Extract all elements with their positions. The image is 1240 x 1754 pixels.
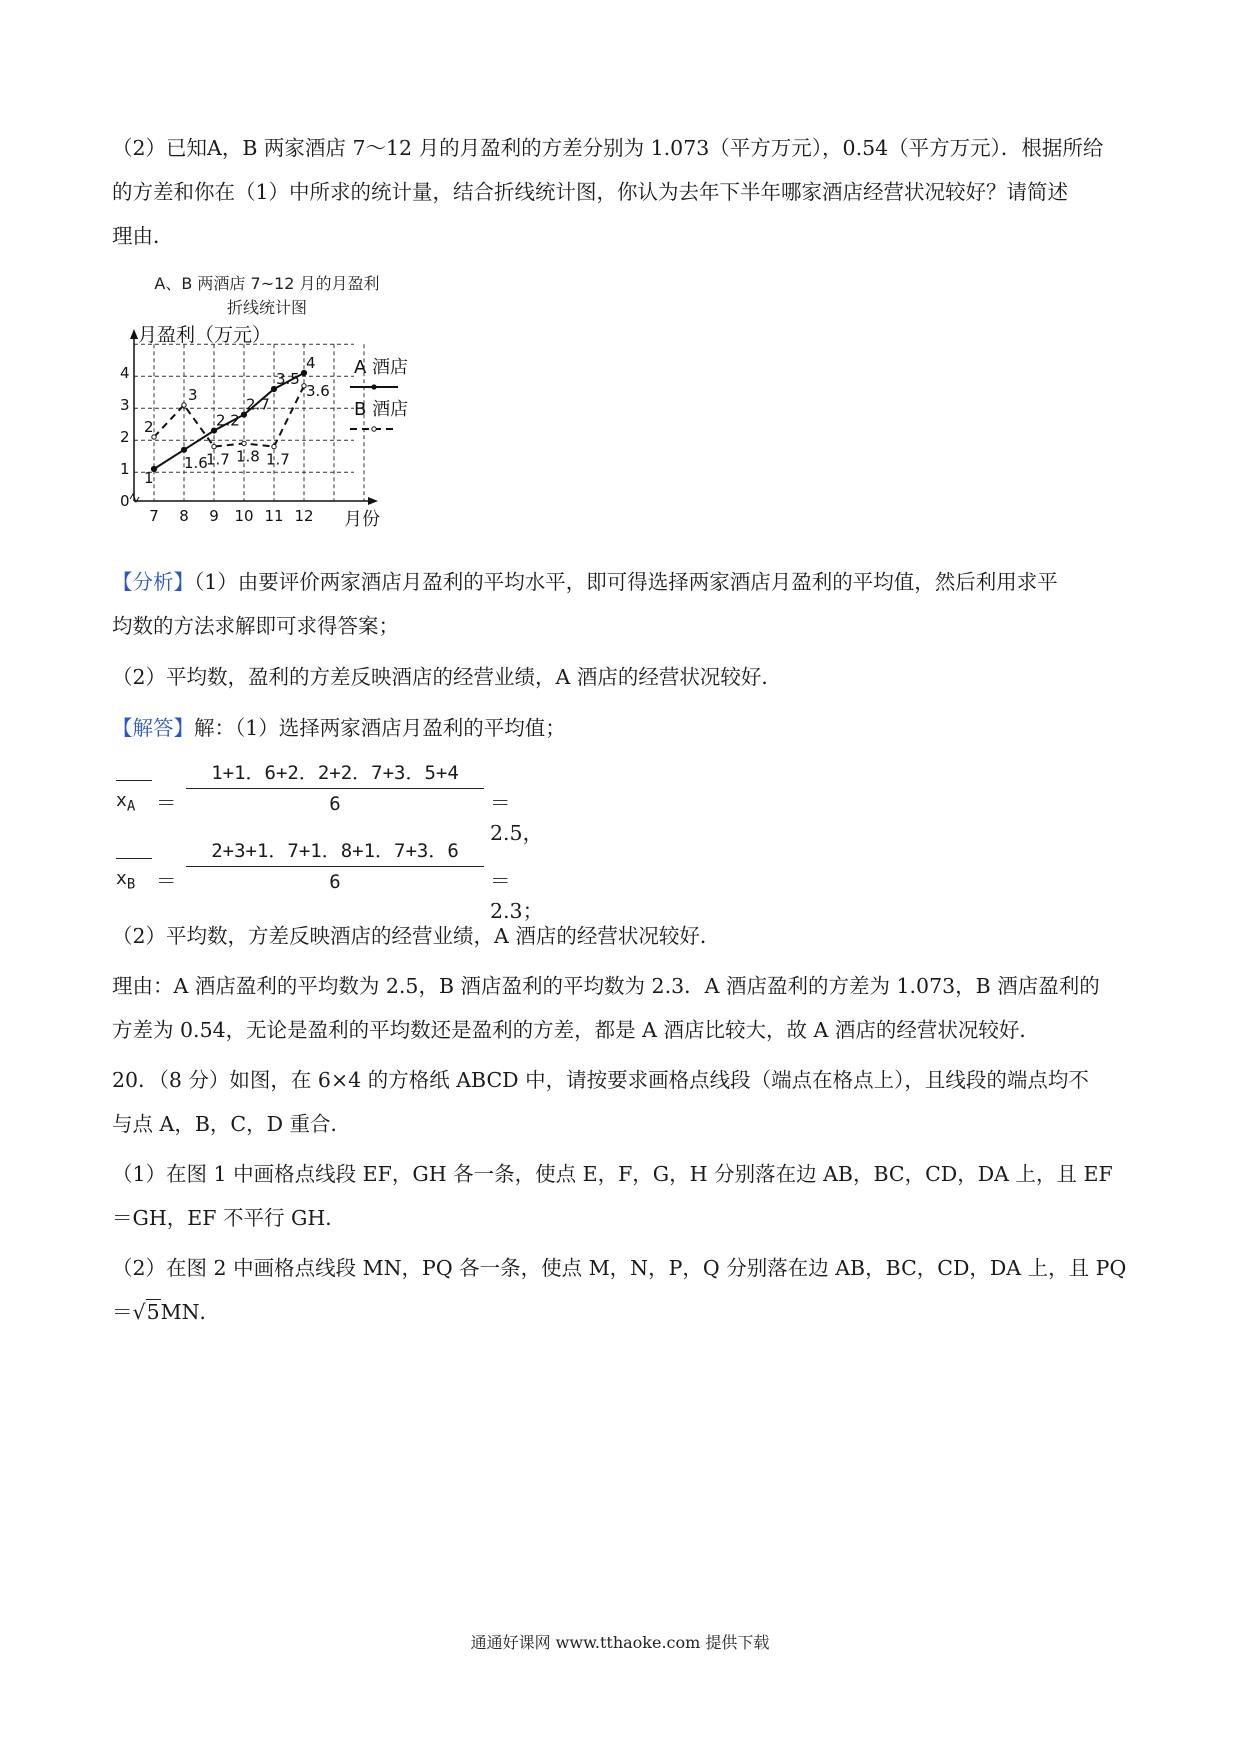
data-point-b <box>272 444 276 448</box>
denominator-b: 6 <box>329 871 341 893</box>
data-label-b: 1.7 <box>206 450 230 469</box>
data-label-a: 4 <box>306 354 316 372</box>
equals-prefix: ＝ <box>112 1300 133 1324</box>
analysis-text-1: （1）由要评价两家酒店月盈利的平均水平，即可得选择两家酒店月盈利的平均值，然后利用求平 <box>194 570 1058 594</box>
reason-line-1: 理由：A 酒店盈利的平均数为 2.5，B 酒店盈利的平均数为 2.3．A 酒店盈利的方差为 1.073，B 酒店盈利的 <box>112 974 1100 998</box>
denominator-a: 6 <box>329 793 341 815</box>
fraction-b <box>186 836 484 897</box>
question-20-part-1-line-2: ＝GH，EF 不平行 GH． <box>112 1206 346 1230</box>
equals-sign: ＝ <box>156 869 177 893</box>
sqrt-radicand: 5 <box>146 1300 160 1324</box>
y-tick-label: 3 <box>120 396 130 414</box>
numerator-a: 1+1．6+2．2+2．7+3．5+4 <box>211 762 459 784</box>
chart-subtitle: 折线统计图 <box>226 298 307 317</box>
y-axis-label: 月盈利（万元） <box>138 325 272 346</box>
x-tick-label: 11 <box>264 507 284 525</box>
page-footer: 通通好课网 www.tthaoke.com 提供下载 <box>470 1633 770 1652</box>
x-bar-a: $x_A$ <box>116 790 136 815</box>
result-a: ＝2.5， <box>490 791 544 845</box>
numerator-b: 2+3+1．7+1．8+1．7+3．6 <box>211 840 459 862</box>
mean-bar <box>116 780 152 781</box>
x-axis-label: 月份 <box>344 509 380 530</box>
x-tick-label: 7 <box>149 507 159 525</box>
answer-tag: 【解答】 <box>112 716 194 740</box>
data-point-b <box>212 444 216 448</box>
data-label-a: 2.2 <box>216 411 240 430</box>
y-tick-label: 2 <box>120 428 130 446</box>
x-tick-label: 12 <box>294 507 314 525</box>
mn-suffix: MN． <box>160 1300 221 1324</box>
x-tick-label: 8 <box>179 507 189 525</box>
data-label-b: 3.6 <box>306 381 330 400</box>
fraction-a <box>186 758 484 819</box>
x-axis-arrow <box>368 497 378 505</box>
question-20-part-2-line-1: （2）在图 2 中画格点线段 MN，PQ 各一条，使点 M，N，P，Q 分别落在边 AB，BC，CD，DA 上，且 PQ <box>112 1256 1127 1280</box>
data-point-a <box>181 447 186 452</box>
y-axis-arrow <box>130 329 138 339</box>
data-label-a: 1.6 <box>184 453 208 472</box>
question-20-line-1: 20．（8 分）如图，在 6×4 的方格纸 ABCD 中，请按要求画格点线段（端点在格点上），且线段的端点均不 <box>112 1068 1089 1092</box>
x-bar-b: $x_B$ <box>116 868 136 893</box>
data-label-b: 2 <box>144 418 154 436</box>
analysis-tag: 【分析】 <box>112 570 194 594</box>
question-2-line-1: （2）已知A，B 两家酒店 7～12 月的月盈利的方差分别为 1.073（平方万元），0.54（平方万元）．根据所给 <box>112 136 1104 160</box>
question-2-line-3: 理由． <box>112 224 174 248</box>
answer-line-1 <box>112 706 1130 750</box>
result-b: ＝2.3； <box>490 869 544 923</box>
analysis-line-2: 均数的方法求解即可求得答案； <box>112 614 399 638</box>
data-label-a: 1 <box>144 469 154 487</box>
data-label-b: 3 <box>188 386 198 404</box>
question-20-line-2: 与点 A，B，C，D 重合． <box>112 1112 352 1136</box>
y-tick-label: 4 <box>120 364 130 382</box>
data-label-b: 1.8 <box>236 447 260 466</box>
reason-line-2: 方差为 0.54，无论是盈利的平均数还是盈利的方差，都是 A 酒店比较大，故 A 酒店的经营状况较好． <box>112 1018 1040 1042</box>
line-chart <box>112 274 467 600</box>
question-20-part-2-line-2 <box>112 1290 1130 1334</box>
data-label-a: 3.5 <box>276 370 300 388</box>
answer-text-1: 解：（1）选择两家酒店月盈利的平均值； <box>194 716 566 740</box>
question-2-line-2: 的方差和你在（1）中所求的统计量，结合折线统计图，你认为去年下半年哪家酒店经营状况较好？请简述 <box>112 180 1069 204</box>
analysis-part-2: （2）平均数，盈利的方差反映酒店的经营业绩，A 酒店的经营状况较好． <box>112 665 782 689</box>
data-label-a: 2.7 <box>246 395 270 414</box>
analysis-line-1 <box>112 560 1130 604</box>
x-tick-label: 9 <box>209 507 219 525</box>
legend-marker-b <box>372 427 376 431</box>
legend-label-b: B 酒店 <box>354 399 409 420</box>
data-point-b <box>242 441 246 445</box>
data-point-b <box>182 403 186 407</box>
legend-label-a: A 酒店 <box>354 357 409 378</box>
y-tick-label: 1 <box>120 460 130 478</box>
mean-bar <box>116 858 152 859</box>
answer-part-2: （2）平均数，方差反映酒店的经营业绩，A 酒店的经营状况较好． <box>112 924 721 948</box>
legend-marker-a <box>371 384 376 389</box>
data-label-b: 1.7 <box>266 450 290 469</box>
chart-title: A、B 两酒店 7~12 月的月盈利 <box>154 274 380 293</box>
equals-sign: ＝ <box>156 791 177 815</box>
y-tick-label: 0 <box>120 492 130 510</box>
sqrt-5: √5 <box>132 1300 160 1324</box>
x-tick-label: 10 <box>234 507 254 525</box>
chart-svg <box>112 325 467 575</box>
question-20-part-1-line-1: （1）在图 1 中画格点线段 EF，GH 各一条，使点 E，F，G，H 分别落在边 AB，BC，CD，DA 上，且 EF <box>112 1162 1113 1186</box>
